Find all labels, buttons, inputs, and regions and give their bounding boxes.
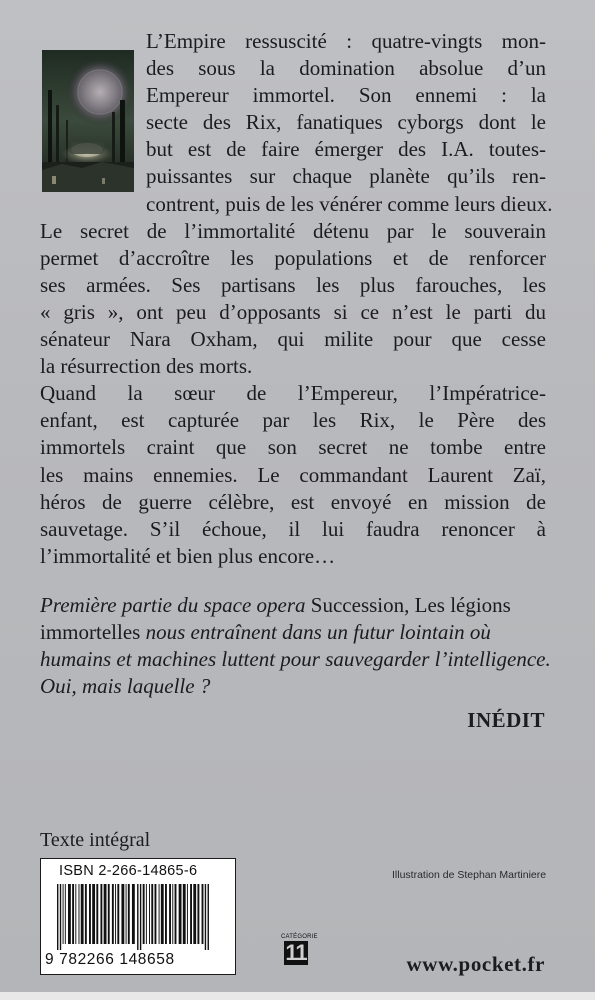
inedit-label: INÉDIT: [467, 708, 545, 732]
barcode-bar: [104, 884, 107, 944]
barcode-bar: [202, 884, 204, 944]
synopsis-line: Quand la sœur de l’Empereur, l’Impératrice-: [40, 381, 546, 406]
barcode-panel: [40, 858, 236, 975]
barcode-bar: [117, 884, 119, 944]
barcode-bar: [115, 884, 116, 944]
barcode-bar: [175, 884, 177, 944]
texte-integral-label: Texte intégral: [40, 829, 151, 851]
barcode-bar: [187, 884, 188, 944]
ean-number: 9 782266 148658: [45, 951, 175, 968]
barcode-bar: [155, 884, 157, 944]
barcode-bar: [92, 884, 95, 944]
barcode-bar: [165, 884, 167, 944]
barcode-bar: [193, 884, 196, 944]
illustration-credit: Illustration de Stephan Martiniere: [392, 869, 547, 881]
barcode-bar: [132, 884, 135, 944]
barcode-bar: [60, 884, 61, 950]
barcode-bar: [183, 884, 186, 944]
barcode-bar: [140, 884, 141, 950]
synopsis: [40, 28, 553, 570]
synopsis-line: secte des Rix, fanatiques cyborgs dont le: [146, 110, 546, 135]
synopsis-line: l’immortalité et bien plus encore…: [40, 543, 336, 568]
barcode-bar: [205, 884, 206, 950]
barcode-bar: [126, 884, 127, 944]
barcode-bar: [85, 884, 87, 944]
barcode-bar: [190, 884, 192, 944]
barcode-bar: [197, 884, 199, 944]
synopsis-line: « gris », ont peu d’opposants si ce n’est le parti du: [40, 299, 546, 324]
synopsis-line: enfant, est capturée par les Rix, le Père des: [40, 408, 546, 433]
synopsis-line: immortels craint que son secret ne tombe entre: [40, 435, 546, 460]
synopsis-line: contrent, puis de les vénérer comme leurs dieux.: [146, 191, 553, 216]
synopsis-line: des sous la domination absolue d’un: [146, 56, 546, 81]
synopsis-line: L’Empire ressuscité : quatre-vingts mon-: [146, 29, 546, 53]
pitch-line: [40, 646, 551, 673]
pitch-text: Oui, mais laquelle ?: [40, 674, 211, 698]
barcode-bar: [72, 884, 74, 944]
barcode-bar: [65, 884, 66, 944]
series-title: Succession, Les légions: [310, 593, 511, 617]
barcode-bar: [63, 884, 64, 944]
synopsis-line: permet d’accroître les populations et de renforcer: [40, 245, 546, 270]
synopsis-line: sénateur Nara Oxham, qui milite pour que cesse: [40, 327, 546, 352]
pitch-text: humains et machines luttent pour sauvegarder l’intelligence.: [40, 647, 551, 671]
barcode-bar: [146, 884, 147, 944]
synopsis-line: héros de guerre célèbre, est envoyé en mission de: [40, 489, 546, 514]
synopsis-line: Le secret de l’immortalité détenu par le souverain: [40, 218, 546, 243]
barcode-bar: [149, 884, 150, 944]
barcode-bar: [121, 884, 124, 944]
synopsis-line: les mains ennemies. Le commandant Laurent Zaï,: [40, 462, 546, 487]
barcode-bar: [208, 884, 209, 950]
publisher-website[interactable]: www.pocket.fr: [406, 952, 545, 976]
barcode-bar: [100, 884, 102, 944]
synopsis-line: ses armées. Ses partisans les plus farouches, les: [40, 272, 546, 297]
barcode-bar: [151, 884, 153, 944]
synopsis-line: Empereur immortel. Son ennemi : la: [146, 83, 546, 108]
synopsis-line: puissantes sur chaque planète qu’ils ren-: [146, 164, 546, 189]
barcode-bar: [137, 884, 138, 950]
barcode: [55, 884, 221, 950]
synopsis-line: sauvetage. S’il échoue, il lui faudra renoncer à: [40, 516, 546, 541]
barcode-bar: [159, 884, 160, 944]
series-pitch: [40, 592, 551, 700]
category-number: 11: [285, 940, 307, 965]
pitch-line: [40, 619, 546, 646]
synopsis-line: la résurrection des morts.: [40, 354, 253, 379]
pitch-line: [40, 673, 546, 700]
barcode-bar: [57, 884, 58, 950]
barcode-bar: [89, 884, 91, 944]
barcode-bar: [112, 884, 114, 944]
barcode-bar: [128, 884, 130, 944]
series-title-end: immortelles: [40, 620, 141, 644]
category-badge: [281, 934, 318, 965]
isbn-number: ISBN 2-266-14865-6: [59, 863, 198, 879]
barcode-bar: [172, 884, 173, 944]
barcode-bar: [75, 884, 76, 944]
barcode-bar: [161, 884, 164, 944]
barcode-bar: [96, 884, 98, 944]
barcode-bar: [169, 884, 171, 944]
synopsis-line: but est de faire émerger des I.A. toutes-: [146, 137, 546, 162]
barcode-bar: [143, 884, 145, 944]
barcode-bar: [68, 884, 71, 944]
pitch-line: [40, 592, 546, 619]
barcode-bar: [81, 884, 84, 944]
barcode-bar: [79, 884, 80, 944]
category-label: CATÉGORIE: [281, 934, 318, 940]
pitch-text: nous entraînent dans un futur lointain où: [140, 620, 491, 644]
pitch-text: Première partie du space opera: [40, 593, 311, 617]
barcode-bar: [179, 884, 182, 944]
barcode-bar: [108, 884, 110, 944]
